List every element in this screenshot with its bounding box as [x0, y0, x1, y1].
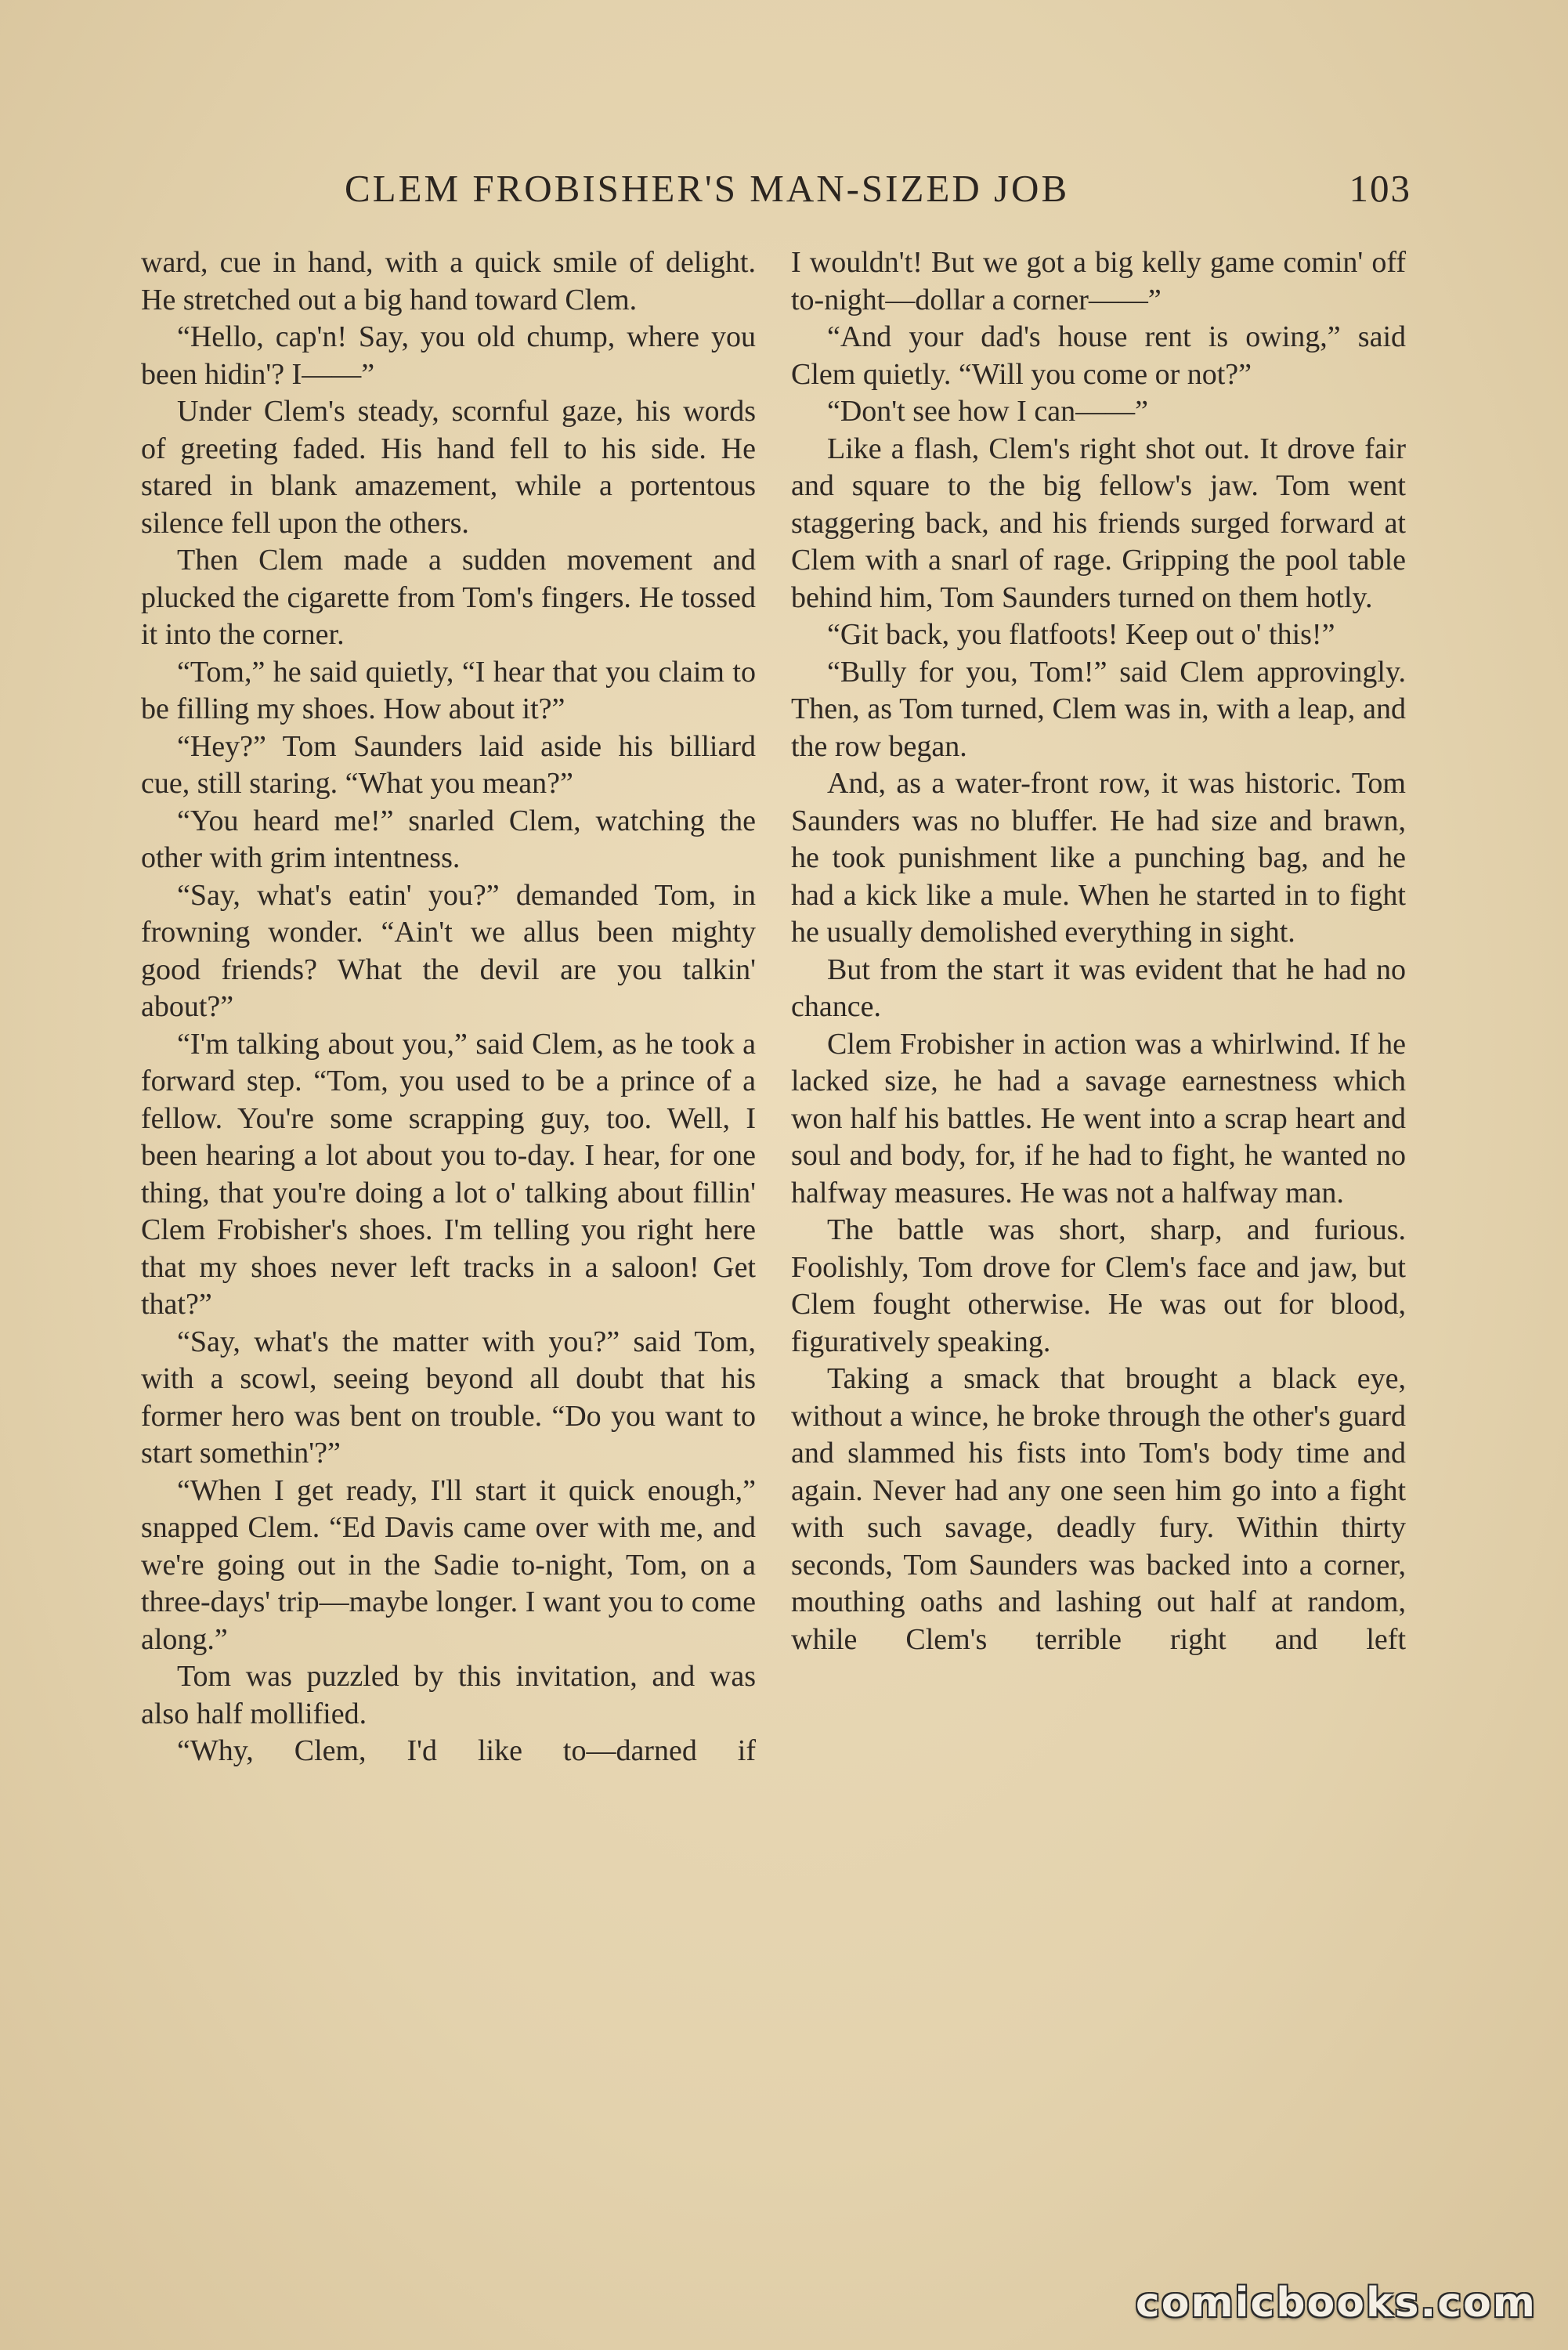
paragraph: “When I get ready, I'll start it quick enough,” snapped Clem. “Ed Davis came over with me, and we're going out in the Sadie to-night, Tom, on a three-days' trip—maybe longer. I want you to come along.” [141, 1473, 756, 1656]
paragraph: “You heard me!” snarled Clem, watching the other with grim intentness. [141, 804, 756, 874]
right-text-column [791, 244, 1406, 1658]
paragraph: “Bully for you, Tom!” said Clem approvingly. Then, as Tom turned, Clem was in, with a leap, and the row began. [791, 655, 1406, 763]
paragraph: “Don't see how I can——” [827, 395, 1148, 428]
paragraph: Clem Frobisher in action was a whirlwind. If he lacked size, he had a savage earnestness which won half his battles. He went into a scrap heart and soul and body, for, if he had to fight, he wanted no halfway measures. He was not a halfway man. [791, 1027, 1406, 1209]
paragraph: But from the start it was evident that he had no chance. [791, 953, 1406, 1023]
paragraph: Tom was puzzled by this invitation, and was also half mollified. [141, 1660, 756, 1730]
running-title: CLEM FROBISHER'S MAN-SIZED JOB [345, 167, 1070, 210]
paragraph: Then Clem made a sudden movement and plucked the cigarette from Tom's fingers. He tossed it into the corner. [141, 544, 756, 651]
paragraph: And, as a water-front row, it was historic. Tom Saunders was no bluffer. He had size and brawn, he took punishment like a punching bag, and he had a kick like a mule. When he started in to fight he usually demolished everything in sight. [791, 767, 1406, 949]
paragraph: Like a flash, Clem's right shot out. It drove fair and square to the big fellow's jaw. Tom went staggering back, and his friends surged forward at Clem with a snarl of rage. Gripping the pool table behind him, Tom Saunders turned on them hotly. [791, 432, 1406, 614]
paragraph: “Hey?” Tom Saunders laid aside his billiard cue, still staring. “What you mean?” [141, 729, 756, 800]
paragraph: I wouldn't! But we got a big kelly game comin' off to-night—dollar a corner——” [791, 246, 1406, 316]
paragraph: “Why, Clem, I'd like to—darned if [177, 1734, 756, 1767]
paragraph: “I'm talking about you,” said Clem, as he took a forward step. “Tom, you used to be a prince of a fellow. You're some scrapping guy, too. Well, I been hearing a lot about you to-day. I hear, for one thing, that you're doing a lot o' talking about fillin' Clem Frobisher's shoes. I'm telling you right here that my shoes never left tracks in a saloon! Get that?” [141, 1027, 756, 1321]
paragraph: “Say, what's the matter with you?” said Tom, with a scowl, seeing beyond all doubt that his former hero was bent on trouble. “Do you want to start somethin'?” [141, 1325, 756, 1470]
paragraph: “And your dad's house rent is owing,” said Clem quietly. “Will you come or not?” [791, 320, 1406, 391]
paragraph: “Say, what's eatin' you?” demanded Tom, in frowning wonder. “Ain't we allus been mighty good friends? What the devil are you talkin' about?” [141, 878, 756, 1023]
paragraph: “Tom,” he said quietly, “I hear that you claim to be filling my shoes. How about it?” [141, 655, 756, 725]
paragraph: Under Clem's steady, scornful gaze, his words of greeting faded. His hand fell to his side. He stared in blank amazement, while a portentous silence fell upon the others. [141, 395, 756, 540]
paragraph: “Git back, you flatfoots! Keep out o' this!” [827, 618, 1335, 651]
paragraph: ward, cue in hand, with a quick smile of delight. He stretched out a big hand toward Clem. [141, 246, 756, 316]
page-header [139, 166, 1411, 221]
paragraph: The battle was short, sharp, and furious. Foolishly, Tom drove for Clem's face and jaw, but Clem fought otherwise. He was out for blood, figuratively speaking. [791, 1213, 1406, 1358]
page-number: 103 [1349, 167, 1411, 210]
paragraph: Taking a smack that brought a black eye, without a wince, he broke through the other's guard and slammed his fists into Tom's body time and again. Never had any one seen him go into a fight with such savage, deadly fury. Within thirty seconds, Tom Saunders was backed into a corner, mouthing oaths and lashing out half at random, while Clem's terrible right and left [791, 1362, 1406, 1656]
paragraph: “Hello, cap'n! Say, you old chump, where you been hidin'? I——” [141, 320, 756, 391]
left-text-column [141, 244, 756, 1770]
watermark: comicbooks.com [1135, 2280, 1537, 2326]
